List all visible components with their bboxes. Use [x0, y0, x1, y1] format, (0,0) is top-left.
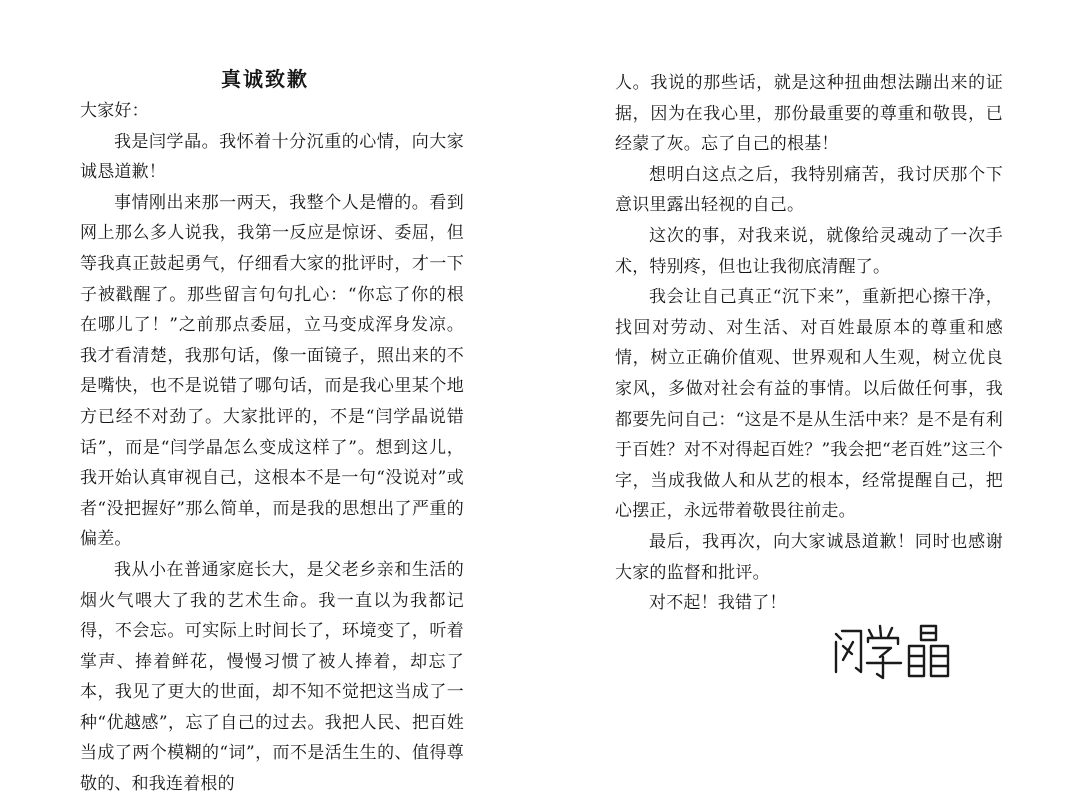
right-column [615, 68, 1003, 619]
paragraph-4: 想明白这点之后，我特别痛苦，我讨厌那个下意识里露出轻视的自己。 [615, 164, 1003, 216]
left-column [80, 96, 464, 800]
greeting: 大家好： [80, 101, 149, 121]
paragraph-1: 我是闫学晶。我怀着十分沉重的心情，向大家诚恳道歉！ [80, 131, 464, 183]
paragraph-2: 事情刚出来那一两天，我整个人是懵的。看到网上那么多人说我，我第一反应是惊讶、委屈，但等我真正鼓起勇气，仔细看大家的批评时，才一下子被戳醒了。那些留言句句扎心：“你忘了你的根在哪儿了！”之前那点委屈，立马变成浑身发凉。我才看清楚，我那句话，像一面镜子，照出来的不是嘴快，也不是说错了哪句话，而是我心里某个地方已经不对劲了。大家批评的，不是“闫学晶说错话”，而是“闫学晶怎么变成这样了”。想到这儿，我开始认真审视自己，这根本不是一句“没说对”或者“没把握好”那么简单，而是我的思想出了严重的偏差。 [80, 192, 464, 550]
paragraph-6: 我会让自己真正“沉下来”，重新把心擦干净，找回对劳动、对生活、对百姓最原本的尊重和感情，树立正确价值观、世界观和人生观，树立优良家风，多做对社会有益的事情。以后做任何事，我都要先问自己：“这是不是从生活中来？是不是有利于百姓？对不对得起百姓？”我会把“老百姓”这三个字，当成我做人和从艺的根本，经常提醒自己，把心摆正，永远带着敬畏往前走。 [615, 287, 1003, 522]
left-page [0, 0, 540, 795]
paragraph-5: 这次的事，对我来说，就像给灵魂动了一次手术，特别疼，但也让我彻底清醒了。 [615, 225, 1003, 277]
paragraph-3: 我从小在普通家庭长大，是父老乡亲和生活的烟火气喂大了我的艺术生命。我一直以为我都记得，不会忘。可实际上时间长了，环境变了，听着掌声、捧着鲜花，慢慢习惯了被人捧着，却忘了本，我见了更大的世面，却不知不觉把这当成了一种“优越感”，忘了自己的过去。我把人民、把百姓当成了两个模糊的“词”，而不是活生生的、值得尊敬的、和我连着根的 [80, 559, 464, 795]
letter-title: 真诚致歉 [221, 67, 309, 91]
right-page [540, 0, 1080, 776]
handwritten-signature [828, 622, 962, 684]
paragraph-3-continued: 人。我说的那些话，就是这种扭曲想法蹦出来的证据，因为在我心里，那份最重要的尊重和敬畏，已经蒙了灰。忘了自己的根基！ [615, 73, 1003, 155]
closing-line: 对不起！我错了！ [649, 593, 787, 614]
paragraph-7: 最后，我再次，向大家诚恳道歉！同时也感谢大家的监督和批评。 [615, 531, 1003, 583]
